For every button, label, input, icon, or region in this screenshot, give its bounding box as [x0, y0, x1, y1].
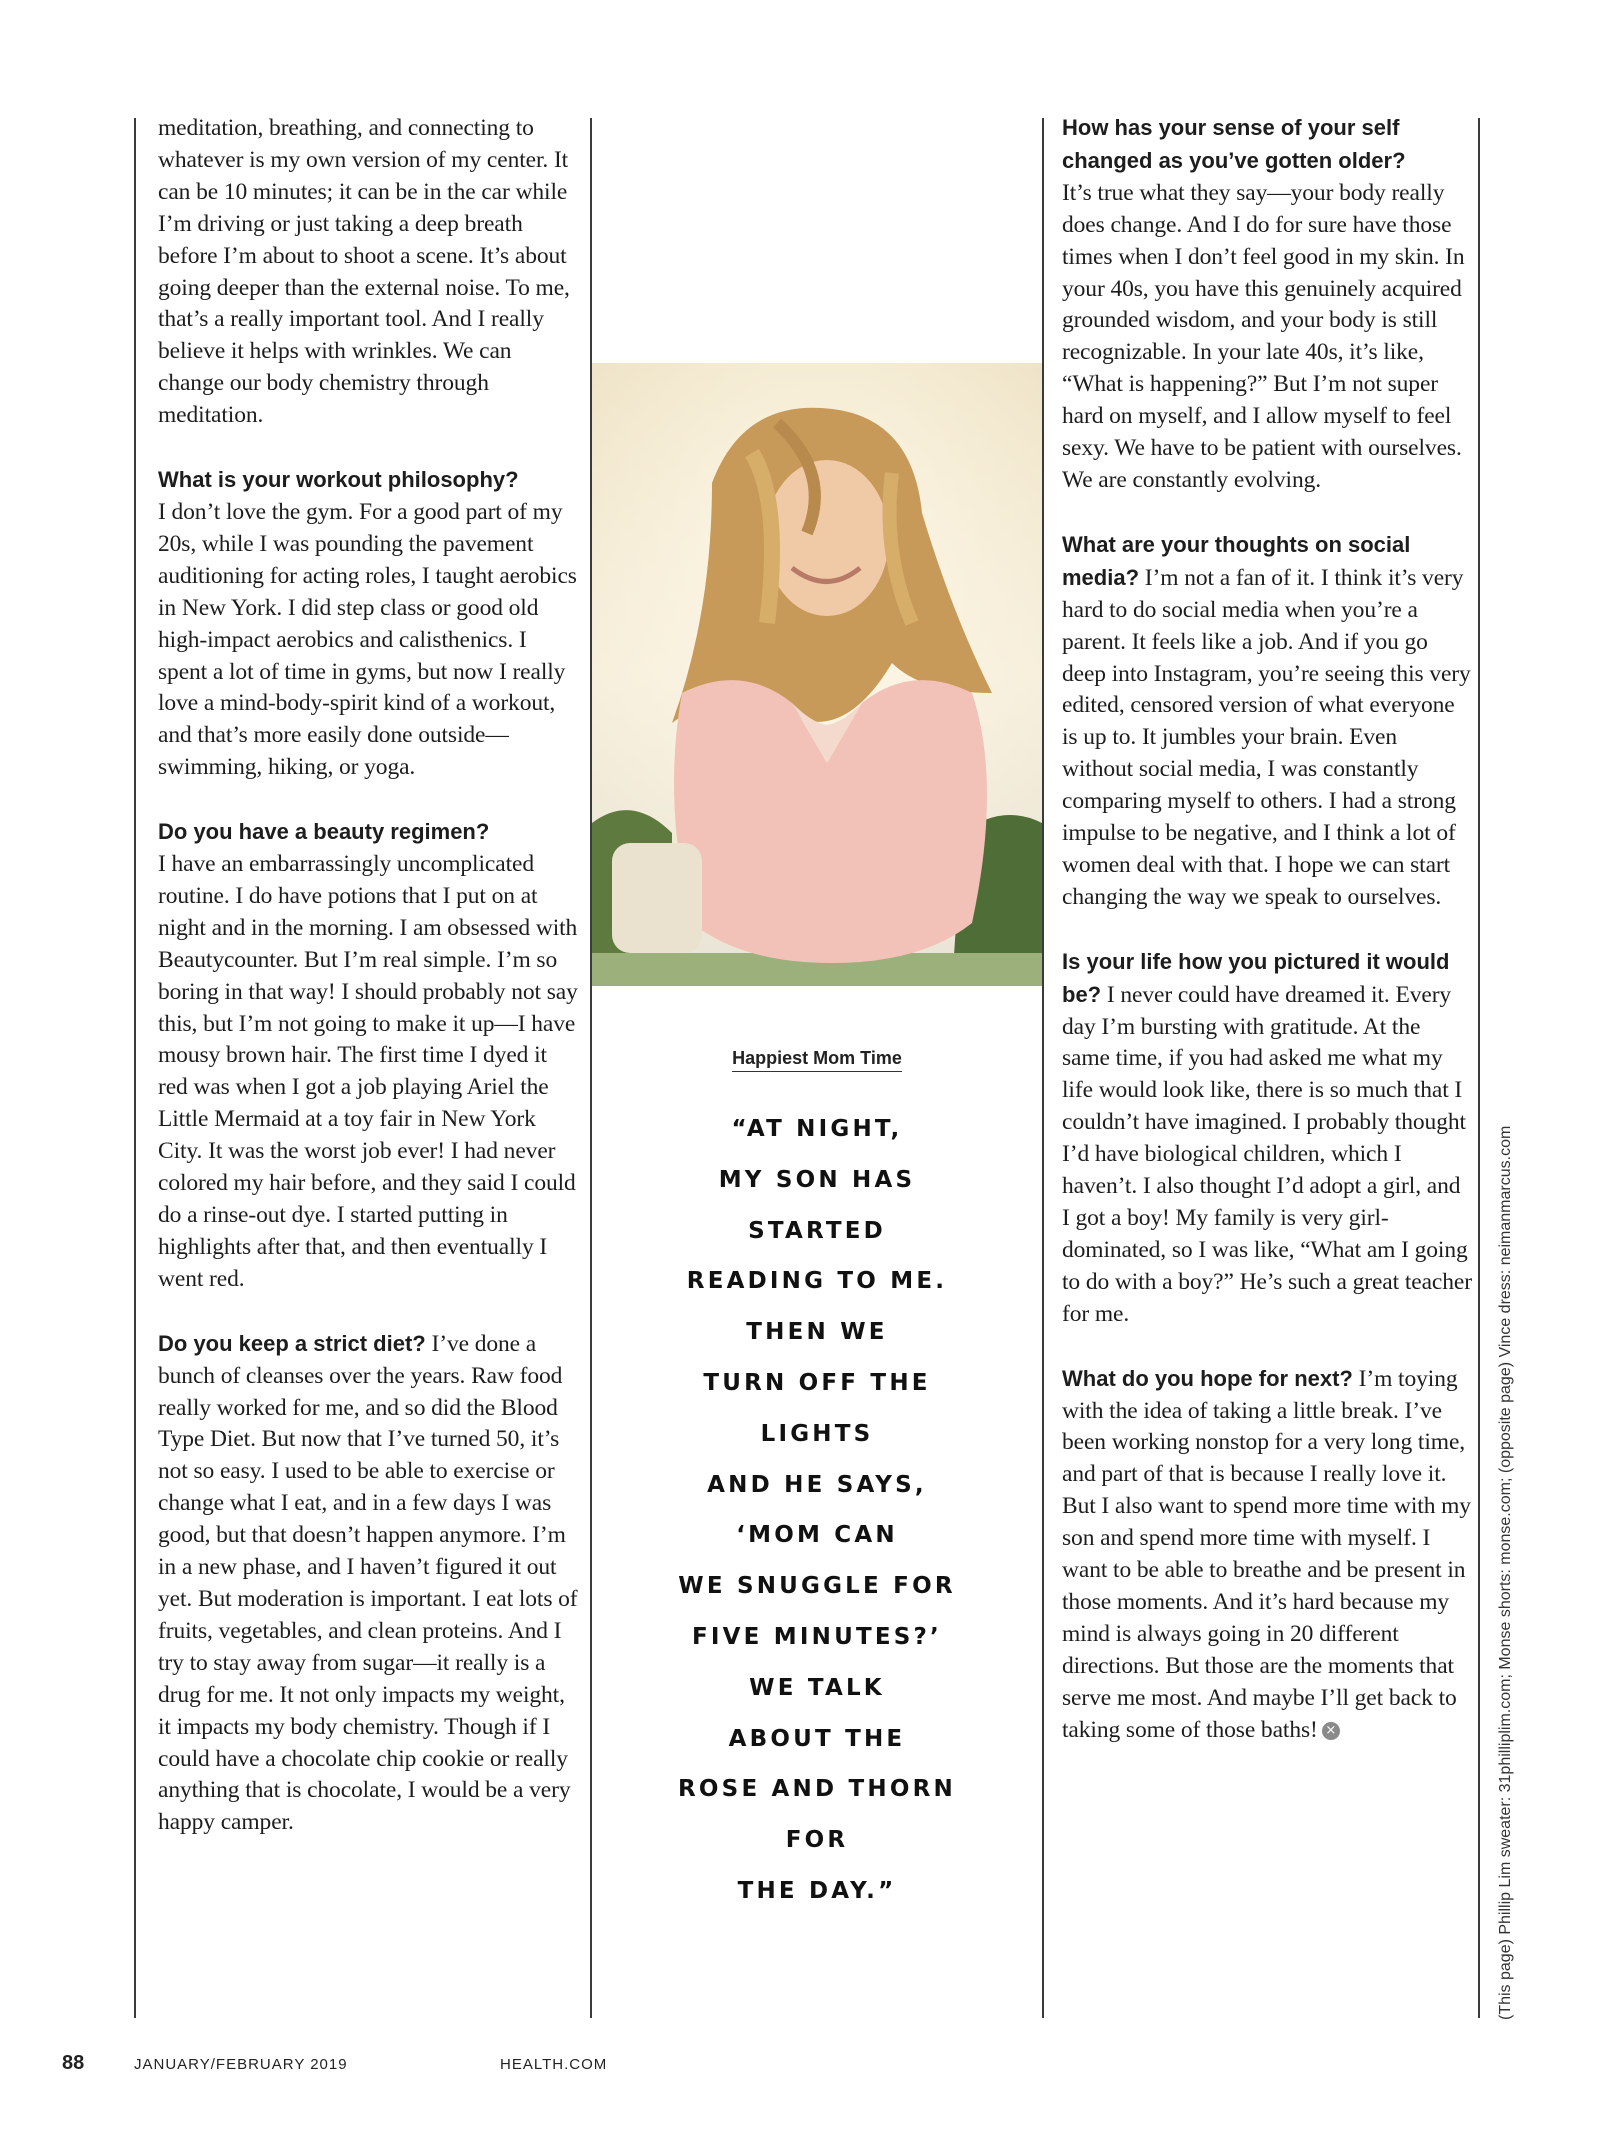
- pull-quote-label-text: Happiest Mom Time: [732, 1048, 902, 1072]
- pull-quote-line: “AT NIGHT,: [731, 1116, 903, 1142]
- interview-question: How has your sense of your self changed as you’ve gotten older?: [1062, 115, 1406, 173]
- interview-question: Is your life how you pictured it would be?: [1062, 948, 1450, 1007]
- article-paragraph: [1062, 1363, 1472, 1747]
- article-paragraph: [158, 464, 578, 784]
- website-url: HEALTH.COM: [500, 2056, 608, 2073]
- pull-quote-label: [592, 1048, 1042, 1069]
- article-end-icon: ×: [1322, 1722, 1340, 1740]
- interview-answer: I have an embarrassingly uncomplicated routine. I do have potions that I put on at night and in the morning. I am obsessed with Beautycounter. But I’m real simple. I’m so boring in that way! I should probably not say this, but I’m not going to make it up—I have mousy brown hair. The first time I dyed it red was when I got a job playing Ariel the Little Mermaid at a toy fair in New York City. It was the worst job ever! I had never colored my hair before, and they said I could do a rinse-out dye. I started putting in highlights after that, and then eventually I went red.: [158, 851, 578, 1292]
- article-paragraph: [158, 112, 578, 432]
- article-paragraph: [1062, 529, 1472, 914]
- article-paragraph: [158, 1328, 578, 1840]
- interview-answer: meditation, breathing, and connecting to whatever is my own version of my center. It can be 10 minutes; it can be in the car while I’m driving or just taking a deep breath before I’m about to shoot a scene. It’s about going deeper than the external noise. To me, that’s a really important tool. And I really believe it helps with wrinkles. We can change our body chemistry through meditation.: [158, 115, 570, 429]
- article-paragraph: [1062, 946, 1472, 1331]
- pull-quote-line: WE SNUGGLE FOR: [678, 1573, 956, 1600]
- pull-quote-line: AND HE SAYS,: [707, 1471, 927, 1498]
- pull-quote-line: FOR: [785, 1827, 849, 1854]
- interview-question: What do you hope for next?: [1062, 1365, 1353, 1391]
- right-article-column: [1062, 112, 1472, 1779]
- interview-answer: I’m not a fan of it. I think it’s very hard to do social media when you’re a parent. It feels like a job. And if you go deep into Instagram, you’re seeing this very edited, censored version of what everyone is up to. It jumbles your brain. Even without social media, I was constantly comparing myself to others. I had a strong impulse to be negative, and I think a lot of women deal with that. I hope we can start changing the way we speak to ourselves.: [1062, 564, 1471, 910]
- pull-quote-line: WE TALK: [749, 1674, 885, 1701]
- photo-credit: (This page) Phillip Lim sweater: 31philliplim.com; Monse shorts: monse.com; (opposite page) Vince dress: neimanmarcus.com: [1497, 1125, 1514, 2020]
- pull-quote-line: ROSE AND THORN: [678, 1776, 956, 1803]
- interview-answer: It’s true what they say—your body really does change. And I do for sure have those times when I don’t feel good in my skin. In your 40s, you have this genuinely acquired grounded wisdom, and your body is still recognizable. In your late 40s, it’s like, “What is happening?” But I’m not super hard on myself, and I allow myself to feel sexy. We have to be patient with ourselves. We are constantly evolving.: [1062, 179, 1465, 493]
- portrait-photo: [592, 363, 1042, 986]
- issue-date: JANUARY/FEBRUARY 2019: [134, 2056, 348, 2073]
- pull-quote-line: FIVE MINUTES?’: [691, 1623, 942, 1650]
- column-rule-mid-right: [1042, 118, 1044, 2018]
- interview-question: Do you keep a strict diet?: [158, 1330, 426, 1356]
- interview-question: What is your workout philosophy?: [158, 467, 519, 493]
- pull-quote-line: STARTED: [748, 1217, 886, 1244]
- pull-quote: [592, 1112, 1042, 1925]
- column-rule-right: [1478, 118, 1480, 2018]
- interview-question: Do you have a beauty regimen?: [158, 819, 490, 845]
- pull-quote-line: MY SON HAS: [718, 1166, 916, 1193]
- interview-answer: I’ve done a bunch of cleanses over the years. Raw food really worked for me, and so did the Blood Type Diet. But now that I’ve turned 50, it’s not so easy. I used to be able to exercise or change what I eat, and in a few days I was good, but that doesn’t happen anymore. I’m in a new phase, and I haven’t figured it out yet. But moderation is important. I eat lots of fruits, vegetables, and clean proteins. And I try to stay away from sugar—it really is a drug for me. It not only impacts my weight, it impacts my body chemistry. Though if I could have a chocolate chip cookie or really anything that is chocolate, I would be a very happy camper.: [158, 1330, 578, 1836]
- pull-quote-line: LIGHTS: [760, 1420, 874, 1447]
- page-number: 88: [62, 2052, 85, 2074]
- pull-quote-line: ABOUT THE: [728, 1725, 906, 1752]
- portrait-illustration: [592, 363, 1042, 986]
- left-article-column: [158, 112, 578, 1871]
- column-rule-left: [134, 118, 136, 2018]
- interview-answer: I don’t love the gym. For a good part of my 20s, while I was pounding the pavement auditioning for acting roles, I taught aerobics in New York. I did step class or good old high-impact aerobics and calisthenics. I spent a lot of time in gyms, but now I really love a mind-body-spirit kind of a workout, and that’s more easily done outside—swimming, hiking, or yoga.: [158, 498, 577, 781]
- pull-quote-line: READING TO ME.: [686, 1268, 948, 1295]
- interview-answer: I’m toying with the idea of taking a little break. I’ve been working nonstop for a very long time, and part of that is because I really love it. But I also want to spend more time with my son and spend more time with myself. I want to be able to breathe and be present in those moments. And it’s hard because my mind is always going in 20 different directions. But those are the moments that serve me most. And maybe I’ll get back to taking some of those baths!: [1062, 1365, 1471, 1743]
- interview-question: What are your thoughts on social media?: [1062, 531, 1411, 590]
- interview-answer: I never could have dreamed it. Every day I’m bursting with gratitude. At the same time, if you had asked me what my life would look like, there is so much that I couldn’t have imagined. I probably thought I’d have biological children, which I haven’t. I also thought I’d adopt a girl, and I got a boy! My family is very girl-dominated, so I was like, “What am I going to do with a boy?” He’s such a great teacher for me.: [1062, 981, 1472, 1327]
- article-paragraph: [158, 816, 578, 1296]
- article-paragraph: [1062, 112, 1472, 497]
- pull-quote-line: ‘MOM CAN: [736, 1522, 898, 1549]
- pull-quote-line: THE DAY.”: [737, 1877, 897, 1904]
- pull-quote-line: TURN OFF THE: [703, 1369, 931, 1396]
- pull-quote-line: THEN WE: [746, 1319, 888, 1346]
